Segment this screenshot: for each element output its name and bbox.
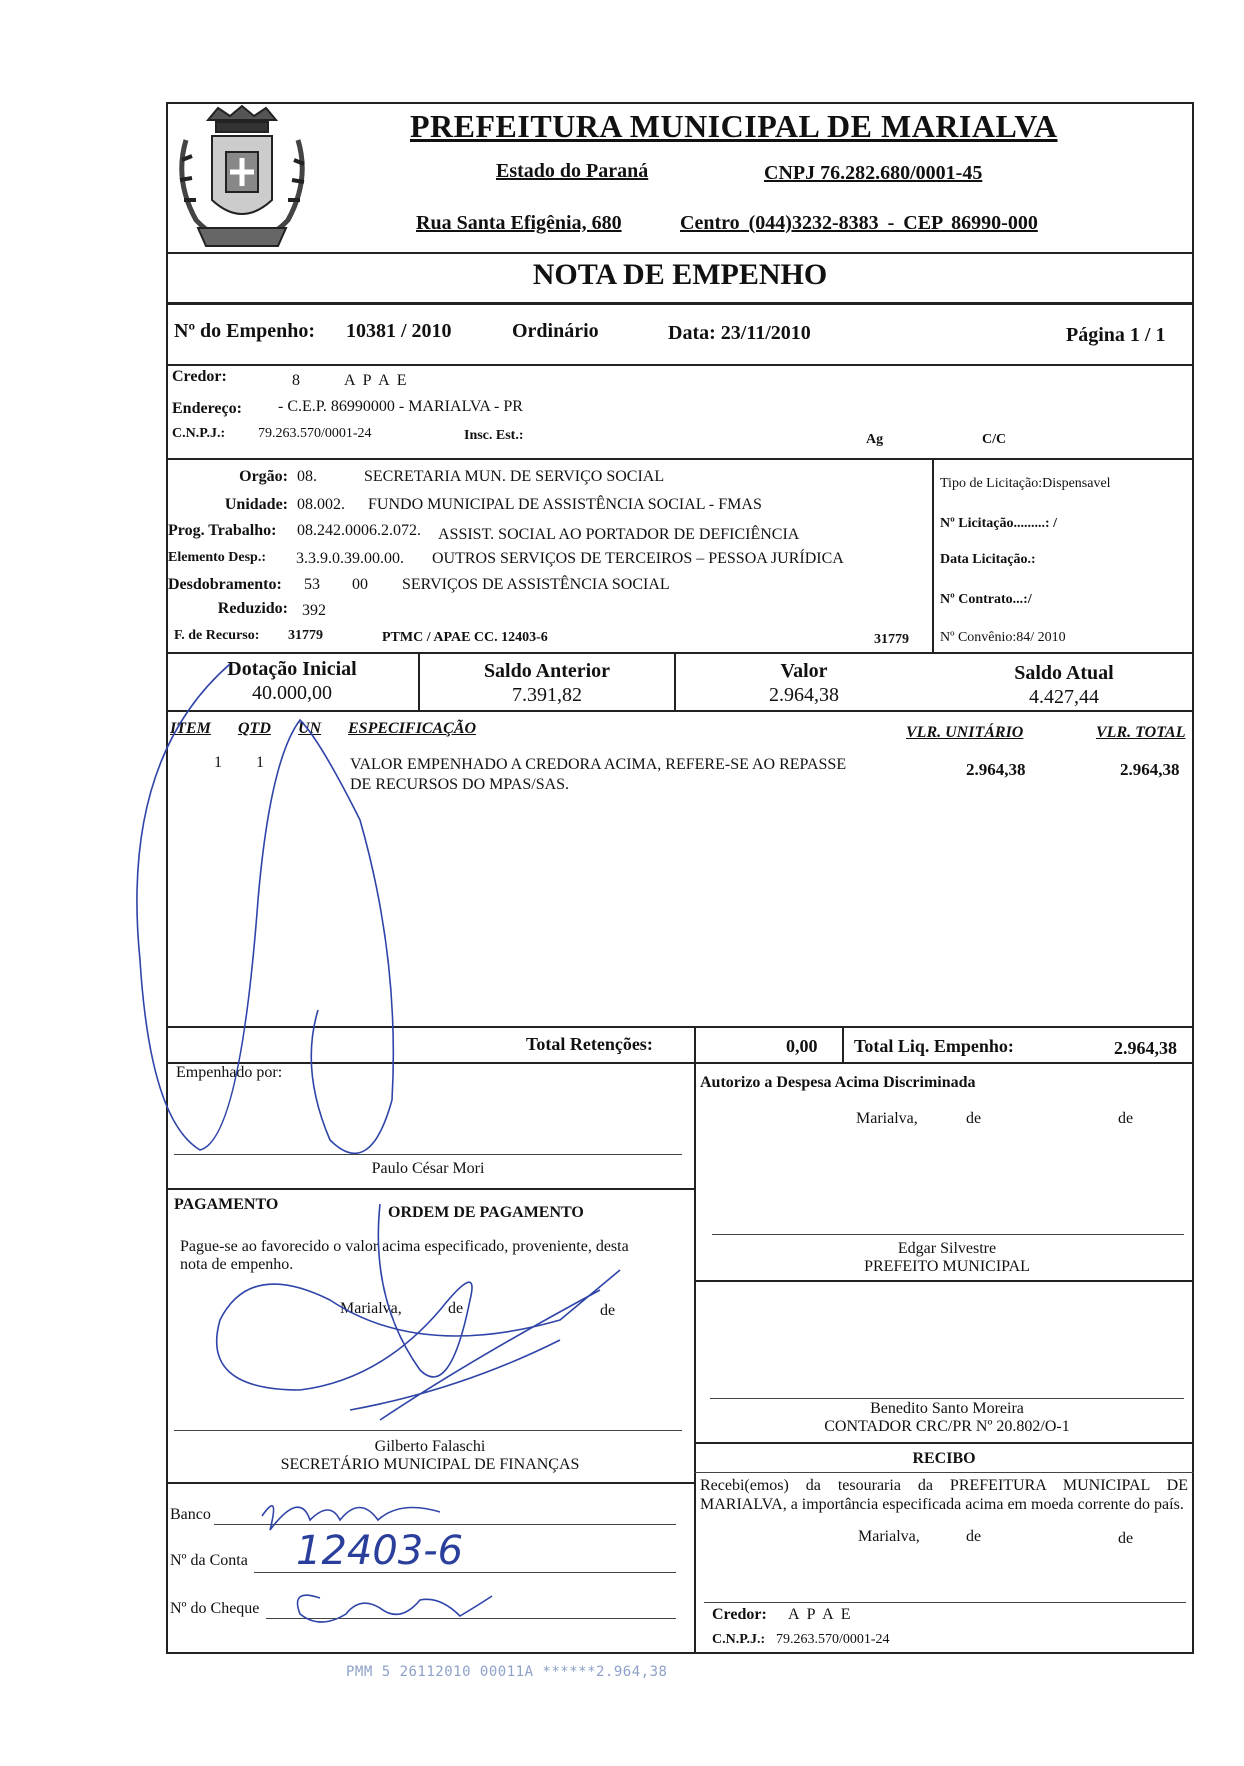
credor-code: 8 <box>292 372 300 389</box>
recibo-cnpj-value: 79.263.570/0001-24 <box>776 1632 890 1647</box>
orgao-desc: SECRETARIA MUN. DE SERVIÇO SOCIAL <box>364 468 665 485</box>
pagamento-title: PAGAMENTO <box>174 1196 279 1213</box>
item-vlr-unit: 2.964,38 <box>966 760 1026 779</box>
item-spec-line2: DE RECURSOS DO MPAS/SAS. <box>350 776 570 793</box>
credor-cnpj-label: C.N.P.J.: <box>172 426 226 441</box>
numero-licitacao: Nº Licitação.........: / <box>940 516 1057 531</box>
signature-line <box>174 1154 682 1155</box>
endereco-value: - C.E.P. 86990000 - MARIALVA - PR <box>278 398 523 415</box>
pagamento-city: Marialva, <box>340 1300 402 1317</box>
signature-line <box>704 1602 1186 1603</box>
divider <box>166 302 1194 305</box>
credor-name: A P A E <box>344 372 409 389</box>
empenho-label: Nº do Empenho: <box>174 320 316 342</box>
saldo-anterior-value: 7.391,82 <box>512 684 582 706</box>
secretario-role: SECRETÁRIO MUNICIPAL DE FINANÇAS <box>280 1456 580 1473</box>
elemento-code: 3.3.9.0.39.00.00. <box>296 550 404 567</box>
tipo-licitacao: Tipo de Licitação:Dispensavel <box>940 476 1111 491</box>
insc-est-label: Insc. Est.: <box>464 428 524 443</box>
prog-trabalho-label: Prog. Trabalho: <box>168 522 277 539</box>
divider <box>166 710 1194 712</box>
state-label: Estado do Paraná <box>496 160 649 182</box>
cnpj-label: CNPJ 76.282.680/0001-45 <box>764 162 983 184</box>
total-liquido-value: 2.964,38 <box>1114 1038 1177 1058</box>
prefeito-name: Edgar Silvestre <box>897 1240 997 1257</box>
dotacao-inicial-label: Dotação Inicial <box>227 658 357 680</box>
total-retencoes-value: 0,00 <box>786 1036 818 1056</box>
divider <box>694 1442 1194 1444</box>
desdobramento-label: Desdobramento: <box>168 576 282 593</box>
endereco-label: Endereço: <box>172 400 242 417</box>
cheque-label: Nº do Cheque <box>170 1600 260 1617</box>
banco-label: Banco <box>170 1506 211 1523</box>
dotacao-inicial-value: 40.000,00 <box>252 682 332 704</box>
divider <box>694 1280 1194 1282</box>
prefeito-role: PREFEITO MUNICIPAL <box>864 1258 1030 1275</box>
col-un-header: UN <box>298 720 322 737</box>
recurso-desc: PTMC / APAE CC. 12403-6 <box>382 630 548 645</box>
numero-contrato: Nº Contrato...:/ <box>940 592 1032 607</box>
unidade-desc: FUNDO MUNICIPAL DE ASSISTÊNCIA SOCIAL - FMAS <box>368 496 762 513</box>
conta-corrente-label: C/C <box>982 432 1007 447</box>
data-licitacao: Data Licitação.: <box>940 552 1036 567</box>
col-vlr-unit-header: VLR. UNITÁRIO <box>906 724 1024 741</box>
unidade-label: Unidade: <box>224 496 288 513</box>
valor-label: Valor <box>780 660 828 682</box>
validation-stamp: PMM 5 26112010 00011A ******2.964,38 <box>346 1664 668 1680</box>
banco-line <box>214 1524 676 1525</box>
numero-convenio: Nº Convênio:84/ 2010 <box>940 630 1066 645</box>
orgao-code: 08. <box>297 468 317 485</box>
elemento-label: Elemento Desp.: <box>168 550 266 565</box>
orgao-label: Orgão: <box>239 468 288 485</box>
conta-handwritten: 12403-6 <box>296 1528 464 1574</box>
divider <box>166 458 1194 460</box>
autorizo-city: Marialva, <box>856 1110 918 1127</box>
agencia-label: Ag <box>866 432 884 447</box>
address-label: Rua Santa Efigênia, 680 <box>416 212 622 234</box>
col-item-header: ITEM <box>170 720 211 737</box>
recibo-title: RECIBO <box>912 1450 976 1467</box>
desdobramento-code: 53 <box>304 576 320 593</box>
recibo-credor-name: A P A E <box>788 1606 853 1623</box>
empenho-type: Ordinário <box>512 320 599 342</box>
signature-line <box>710 1398 1184 1399</box>
page-number: Página 1 / 1 <box>1066 324 1166 346</box>
recurso-label: F. de Recurso: <box>174 628 260 643</box>
col-espec-header: ESPECIFICAÇÃO <box>348 720 477 737</box>
autorizo-title: Autorizo a Despesa Acima Discriminada <box>700 1074 976 1091</box>
secretario-name: Gilberto Falaschi <box>374 1438 486 1455</box>
recibo-de2: de <box>1118 1530 1134 1547</box>
prog-trabalho-code: 08.242.0006.2.072. <box>297 522 421 539</box>
contact-label: Centro (044)3232-8383 - CEP 86990-000 <box>680 212 1038 234</box>
pagamento-text1: Pague-se ao favorecido o valor acima especificado, proveniente, desta <box>180 1238 629 1255</box>
recibo-text: Recebi(emos) da tesouraria da PREFEITURA MUNICIPAL DE MARIALVA, a importância especificada acima em moeda corrente do país. <box>700 1477 1188 1513</box>
recurso-code2: 31779 <box>874 632 909 647</box>
cheque-line <box>266 1618 676 1619</box>
prog-trabalho-desc: ASSIST. SOCIAL AO PORTADOR DE DEFICIÊNCIA <box>438 526 800 543</box>
empenho-date: Data: 23/11/2010 <box>668 322 811 344</box>
item-number: 1 <box>214 754 222 771</box>
saldo-atual-value: 4.427,44 <box>1029 686 1099 708</box>
divider <box>694 1472 1194 1473</box>
divider <box>166 252 1194 254</box>
divider <box>842 1026 844 1062</box>
item-spec-line1: VALOR EMPENHADO A CREDORA ACIMA, REFERE-SE AO REPASSE <box>350 756 847 773</box>
col-vlr-total-header: VLR. TOTAL <box>1096 724 1186 741</box>
item-qtd: 1 <box>256 754 264 771</box>
valor-value: 2.964,38 <box>769 684 839 706</box>
pagamento-text2: nota de empenho. <box>180 1256 294 1273</box>
recibo-credor-label: Credor: <box>712 1606 767 1623</box>
total-retencoes-label: Total Retenções: <box>526 1034 653 1054</box>
autorizo-de1: de <box>966 1110 982 1127</box>
empenhado-por-label: Empenhado por: <box>176 1064 283 1081</box>
reduzido-label: Reduzido: <box>217 600 288 617</box>
divider <box>166 1026 1194 1028</box>
contador-role: CONTADOR CRC/PR Nº 20.802/O-1 <box>824 1418 1070 1435</box>
document-title: NOTA DE EMPENHO <box>532 258 828 291</box>
signature-line <box>174 1430 682 1431</box>
item-vlr-total: 2.964,38 <box>1120 760 1180 779</box>
desdobramento-desc: SERVIÇOS DE ASSISTÊNCIA SOCIAL <box>402 576 670 593</box>
col-qtd-header: QTD <box>238 720 271 737</box>
credor-cnpj-value: 79.263.570/0001-24 <box>258 426 372 441</box>
divider <box>166 1482 694 1484</box>
saldo-atual-label: Saldo Atual <box>1014 662 1114 684</box>
saldo-anterior-label: Saldo Anterior <box>483 660 611 682</box>
ordem-pagamento-title: ORDEM DE PAGAMENTO <box>388 1204 584 1221</box>
municipality-title: PREFEITURA MUNICIPAL DE MARIALVA <box>410 108 1058 144</box>
autorizo-de2: de <box>1118 1110 1134 1127</box>
divider <box>694 1062 696 1654</box>
conta-label: Nº da Conta <box>170 1552 248 1569</box>
divider <box>694 1026 696 1062</box>
unidade-code: 08.002. <box>297 496 345 513</box>
coat-of-arms-icon <box>168 100 316 260</box>
pagamento-de2: de <box>600 1302 616 1319</box>
divider <box>166 1062 1194 1064</box>
empenho-number: 10381 / 2010 <box>346 320 452 342</box>
divider <box>166 652 1194 654</box>
divider <box>166 364 1194 366</box>
empenhado-por-name: Paulo César Mori <box>371 1160 485 1177</box>
recibo-cnpj-label: C.N.P.J.: <box>712 1632 766 1647</box>
signature-line <box>712 1234 1184 1235</box>
divider <box>166 1188 694 1190</box>
contador-name: Benedito Santo Moreira <box>870 1400 1024 1417</box>
pagamento-de1: de <box>448 1300 464 1317</box>
recurso-code: 31779 <box>288 628 323 643</box>
divider <box>932 458 934 652</box>
total-liquido-label: Total Liq. Empenho: <box>854 1036 1014 1056</box>
credor-label: Credor: <box>172 368 227 385</box>
elemento-desc: OUTROS SERVIÇOS DE TERCEIROS – PESSOA JURÍDICA <box>432 550 844 567</box>
recibo-de1: de <box>966 1528 982 1545</box>
recibo-city: Marialva, <box>858 1528 920 1545</box>
desdobramento-code2: 00 <box>352 576 368 593</box>
reduzido-code: 392 <box>302 602 326 619</box>
